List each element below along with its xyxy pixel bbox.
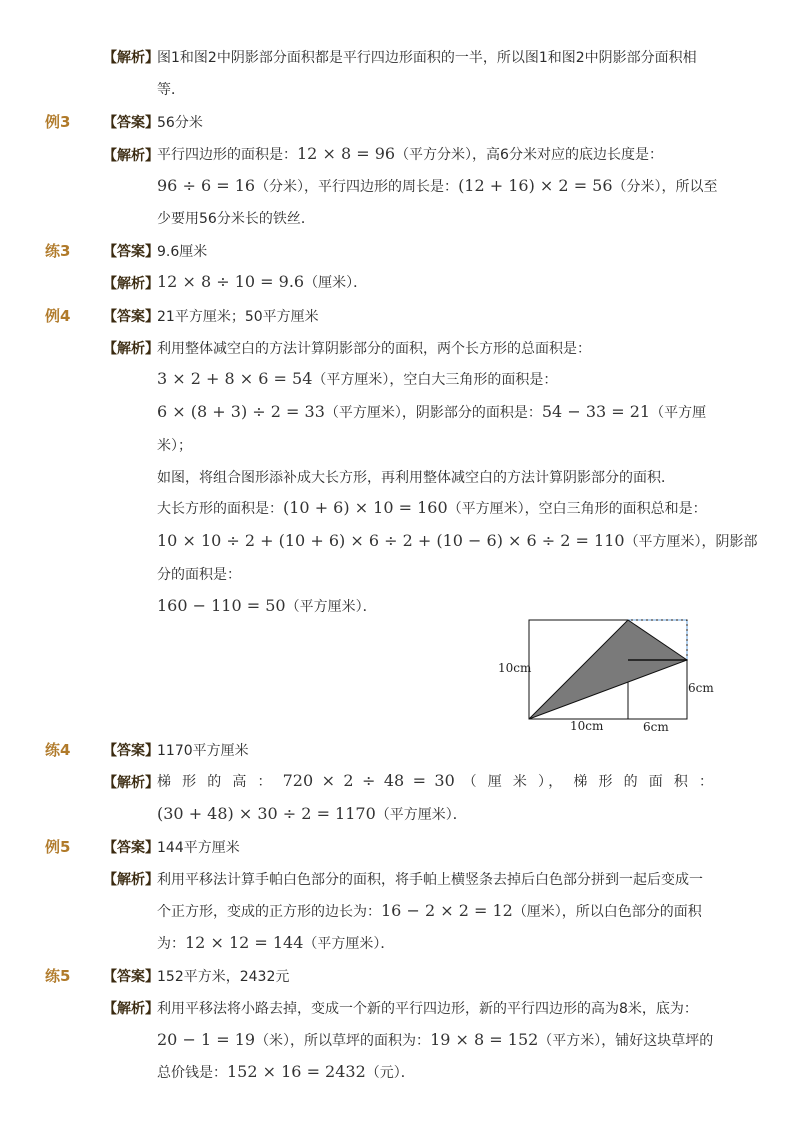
example-3-answer: 56分米 <box>157 115 203 131</box>
analysis-tag: 【解析】 <box>103 50 159 66</box>
practice-4-line-1 <box>157 771 713 791</box>
text: 大长方形的面积是： <box>157 501 283 517</box>
example-5-label: 例5 <box>45 838 71 856</box>
label-bottom-10cm: 10cm <box>570 719 604 733</box>
label-left-10cm: 10cm <box>498 661 532 675</box>
text: （米），所以草坪的面积为： <box>255 1033 431 1049</box>
practice-5-line-3 <box>157 1062 415 1082</box>
practice-3-label: 练3 <box>45 242 71 260</box>
example-5-line-2 <box>157 901 702 921</box>
example-4-answer: 21平方厘米；50平方厘米 <box>157 309 319 325</box>
answer-tag: 【答案】 <box>103 743 159 759</box>
text: 个正方形，变成的正方形的边长为： <box>157 904 381 920</box>
math: (12 + 16) × 2 = 56 <box>458 176 613 195</box>
answer-tag: 【答案】 <box>103 969 159 985</box>
math: 6 × (8 + 3) ÷ 2 = 33 <box>157 402 325 421</box>
text: （平方米），铺好这块草坪的 <box>538 1033 714 1049</box>
practice-3-line-1 <box>157 272 367 292</box>
answer-tag: 【答案】 <box>103 244 159 260</box>
example-4-line-2 <box>157 369 557 389</box>
example-3-line-3: 少要用56分米长的铁丝． <box>157 211 315 227</box>
top-analysis-line-1: 图1和图2中阴影部分面积都是平行四边形面积的一半，所以图1和图2中阴影部分面积相 <box>157 50 697 66</box>
math: 12 × 8 ÷ 10 = 9.6 <box>157 272 305 291</box>
example-4-line-9 <box>157 596 377 616</box>
practice-5-label: 练5 <box>45 967 71 985</box>
text: （元）． <box>365 1065 415 1081</box>
practice-4-label: 练4 <box>45 741 71 759</box>
practice-5-line-2 <box>157 1030 713 1050</box>
example-4-line-4: 米）； <box>157 438 192 454</box>
math: 152 × 16 = 2432 <box>227 1062 366 1081</box>
practice-4-answer: 1170平方厘米 <box>157 743 249 759</box>
practice-5-line-1: 利用平移法将小路去掉，变成一个新的平行四边形，新的平行四边形的高为8米，底为： <box>157 1001 698 1017</box>
text: 梯 形 的 高 ： <box>157 774 275 790</box>
practice-3-answer: 9.6厘米 <box>157 244 208 260</box>
math: 16 − 2 × 2 = 12 <box>381 901 513 920</box>
text: （平方厘米），空白三角形的面积总和是： <box>447 501 707 517</box>
example-4-line-8: 分的面积是： <box>157 567 241 583</box>
example-4-line-3 <box>157 402 706 422</box>
math: 160 − 110 = 50 <box>157 596 286 615</box>
math: 20 − 1 = 19 <box>157 1030 256 1049</box>
example-3-label: 例3 <box>45 113 71 131</box>
analysis-tag: 【解析】 <box>103 872 159 888</box>
math: (10 + 6) × 10 = 160 <box>283 498 448 517</box>
text: （平方厘米）． <box>375 807 467 823</box>
example-5-answer: 144平方厘米 <box>157 840 240 856</box>
example-3-line-2 <box>157 176 718 196</box>
math: 12 × 12 = 144 <box>185 933 304 952</box>
example-4-label: 例4 <box>45 307 71 325</box>
example-4-line-7 <box>157 531 758 551</box>
math: 54 − 33 = 21 <box>541 402 651 421</box>
math: 720 × 2 ÷ 48 = 30 <box>282 771 455 790</box>
text: （平方厘米）． <box>303 936 395 952</box>
example-4-line-1: 利用整体减空白的方法计算阴影部分的面积，两个长方形的总面积是： <box>157 341 591 357</box>
example-5-line-1: 利用平移法计算手帕白色部分的面积，将手帕上横竖条去掉后白色部分拼到一起后变成一 <box>157 872 703 888</box>
text: （ 厘 米 ）， 梯 形 的 面 积 ： <box>462 774 714 790</box>
example-4-line-5: 如图，将组合图形添补成大长方形，再利用整体减空白的方法计算阴影部分的面积． <box>157 470 675 486</box>
example-4-figure <box>490 612 714 737</box>
math: 96 ÷ 6 = 16 <box>157 176 256 195</box>
example-4-line-6 <box>157 498 707 518</box>
text: 平行四边形的面积是： <box>157 147 297 163</box>
math: 12 × 8 = 96 <box>297 144 396 163</box>
practice-4-line-2 <box>157 804 467 824</box>
label-bottom-6cm: 6cm <box>643 720 669 734</box>
text: （平方厘米），空白大三角形的面积是： <box>312 372 558 388</box>
answer-tag: 【答案】 <box>103 309 159 325</box>
text: （平方厘米）． <box>285 599 377 615</box>
text: （平方厘米），阴影部分的面积是： <box>324 405 542 421</box>
analysis-tag: 【解析】 <box>103 1001 159 1017</box>
practice-5-answer: 152平方米，2432元 <box>157 969 290 985</box>
text: （分米），平行四边形的周长是： <box>255 179 459 195</box>
math: (30 + 48) × 30 ÷ 2 = 1170 <box>157 804 376 823</box>
top-analysis-line-2: 等． <box>157 82 185 98</box>
shaded-triangle <box>529 620 687 719</box>
analysis-tag: 【解析】 <box>103 775 159 791</box>
text: 为： <box>157 936 185 952</box>
analysis-tag: 【解析】 <box>103 148 159 164</box>
text: （平方厘米），阴影部 <box>624 534 758 550</box>
text: （平方分米），高6分米对应的底边长度是： <box>395 147 663 163</box>
text: （分米），所以至 <box>612 179 718 195</box>
example-3-line-1 <box>157 144 663 164</box>
label-right-6cm: 6cm <box>688 681 714 695</box>
text: （平方厘 <box>650 405 707 421</box>
text: （厘米）． <box>304 275 368 291</box>
answer-tag: 【答案】 <box>103 115 159 131</box>
example-5-line-3 <box>157 933 394 953</box>
math: 10 × 10 ÷ 2 + (10 + 6) × 6 ÷ 2 + (10 − 6) × 6 ÷ 2 = 110 <box>157 531 625 550</box>
text: （厘米），所以白色部分的面积 <box>512 904 702 920</box>
answer-tag: 【答案】 <box>103 840 159 856</box>
math: 19 × 8 = 152 <box>430 1030 539 1049</box>
analysis-tag: 【解析】 <box>103 276 159 292</box>
analysis-tag: 【解析】 <box>103 341 159 357</box>
math: 3 × 2 + 8 × 6 = 54 <box>157 369 313 388</box>
text: 总价钱是： <box>157 1065 227 1081</box>
